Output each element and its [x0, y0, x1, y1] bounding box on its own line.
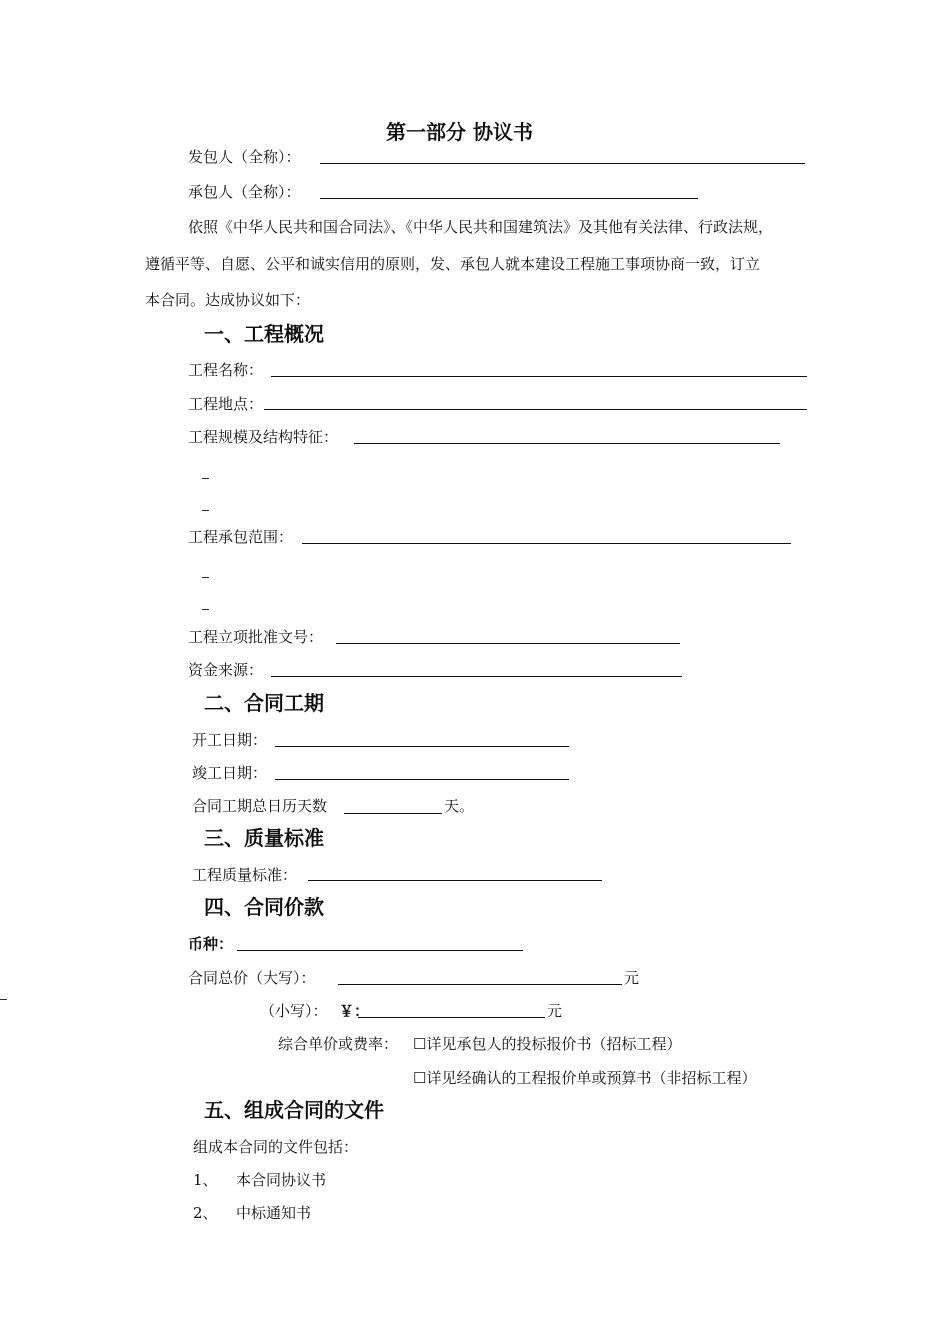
calendar-days-field[interactable]: [344, 813, 442, 814]
project-scale-label: 工程规模及结构特征：: [188, 428, 339, 446]
section-4-heading: 四、合同价款: [204, 895, 324, 919]
intro-line-1: 依照《中华人民共和国合同法》、《中华人民共和国建筑法》及其他有关法律、行政法规，: [188, 218, 774, 236]
currency-field[interactable]: [237, 950, 523, 951]
approval-number-field[interactable]: [336, 643, 680, 644]
project-scope-field[interactable]: [302, 543, 791, 544]
blank-line-dash: [202, 510, 209, 511]
funding-source-label: 资金来源：: [188, 661, 264, 679]
project-scope-label: 工程承包范围：: [188, 528, 294, 546]
finish-date-label: 竣工日期：: [192, 764, 268, 782]
total-price-upper-label: 合同总价（大写）：: [188, 969, 316, 987]
project-name-label: 工程名称：: [188, 361, 264, 379]
project-location-label: 工程地点：: [188, 395, 264, 413]
contractor-field[interactable]: [320, 198, 698, 199]
project-name-field[interactable]: [271, 376, 807, 377]
start-date-label: 开工日期：: [192, 731, 268, 749]
unit-price-label: 综合单价或费率：: [278, 1035, 399, 1053]
blank-line-dash: [202, 609, 209, 610]
project-scale-field[interactable]: [354, 443, 780, 444]
employer-label: 发包人（全称）：: [188, 148, 301, 166]
section-3-heading: 三、质量标准: [204, 826, 324, 850]
list-item-number: 1、: [193, 1171, 218, 1189]
employer-field[interactable]: [320, 163, 805, 164]
funding-source-field[interactable]: [271, 676, 682, 677]
start-date-field[interactable]: [275, 746, 569, 747]
blank-line-dash: [202, 478, 209, 479]
total-price-lower-field[interactable]: [358, 1017, 545, 1018]
section-2-heading: 二、合同工期: [204, 691, 324, 715]
margin-mark: [0, 999, 7, 1000]
currency-label: 币种：: [188, 935, 234, 953]
section-5-heading: 五、组成合同的文件: [204, 1098, 384, 1122]
quality-standard-field[interactable]: [308, 880, 602, 881]
list-item: 中标通知书: [236, 1204, 312, 1222]
intro-line-2: 遵循平等、自愿、公平和诚实信用的原则，发、承包人就本建设工程施工事项协商一致，订立: [145, 255, 761, 273]
blank-line-dash: [202, 577, 209, 578]
intro-line-3: 本合同。达成协议如下：: [145, 291, 311, 309]
quality-standard-label: 工程质量标准：: [192, 866, 298, 884]
project-location-field[interactable]: [264, 409, 807, 410]
total-price-upper-field[interactable]: [338, 984, 622, 985]
yen-symbol: ￥：: [339, 1002, 370, 1020]
total-price-lower-label: （小写）：: [260, 1002, 328, 1020]
option-budget-checkbox[interactable]: ☐详见经确认的工程报价单或预算书（非招标工程）: [413, 1069, 757, 1087]
contractor-label: 承包人（全称）：: [188, 183, 301, 201]
option-bid-quotation-checkbox[interactable]: ☐详见承包人的投标报价书（招标工程）: [413, 1035, 682, 1053]
page-title: 第一部分 协议书: [386, 120, 533, 144]
documents-intro: 组成本合同的文件包括：: [193, 1138, 359, 1156]
total-price-upper-unit: 元: [624, 969, 640, 987]
calendar-days-unit: 天。: [444, 797, 475, 815]
approval-number-label: 工程立项批准文号：: [188, 628, 324, 646]
total-price-lower-unit: 元: [547, 1002, 563, 1020]
calendar-days-label: 合同工期总日历天数: [192, 797, 328, 815]
list-item: 本合同协议书: [236, 1171, 327, 1189]
section-1-heading: 一、工程概况: [204, 322, 324, 346]
finish-date-field[interactable]: [275, 779, 569, 780]
list-item-number: 2、: [193, 1204, 218, 1222]
